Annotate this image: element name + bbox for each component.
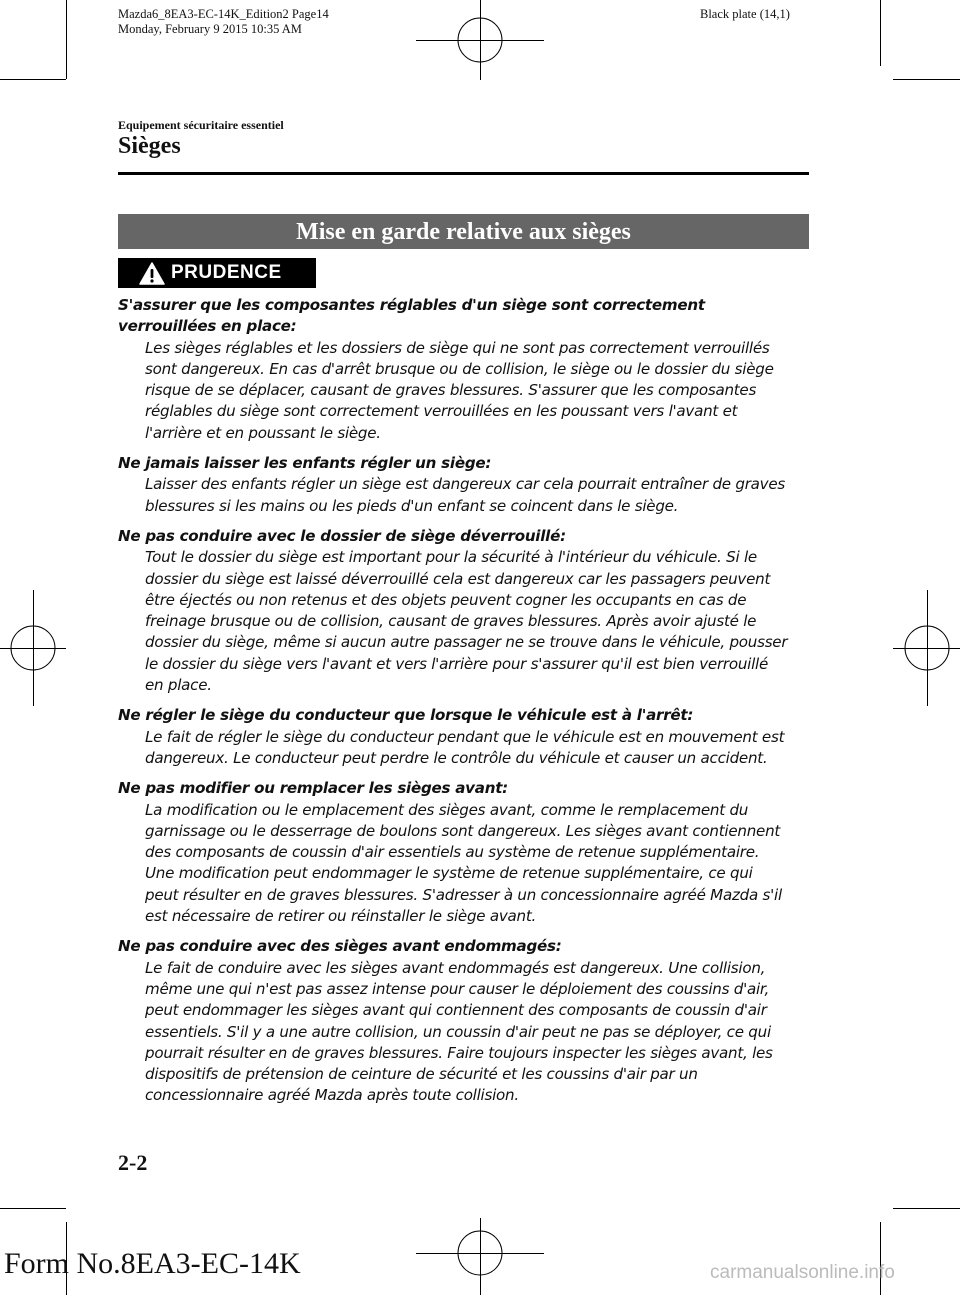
header-rule	[118, 172, 809, 175]
caution-heading: Ne pas conduire avec le dossier de siège déverrouillé:	[118, 526, 566, 545]
caution-item	[118, 453, 790, 517]
caution-heading: Ne pas modifier ou remplacer les sièges avant:	[118, 779, 508, 798]
caution-heading: Ne jamais laisser les enfants régler un siège:	[118, 454, 492, 473]
topic-banner: Mise en garde relative aux sièges	[118, 214, 809, 249]
chapter-title: Sièges	[118, 133, 181, 159]
caution-heading: S'assurer que les composantes réglables d'un siège sont correctement verrouillées en place:	[118, 296, 705, 336]
caution-body: La modification ou le emplacement des sièges avant, comme le remplacement du garnissage ou le desserrage de boulons sont dangereux. Les sièges avant contiennent des composants de coussin d'air essentiels au système de retenue supplémentaire. Une modification peut endommager le système de retenue supplémentaire, ce qui peut résulter en de graves blessures. S'adresser à un concessionnaire agréé Mazda s'il est nécessaire de retirer ou réinstaller le siège avant.	[145, 800, 782, 926]
caution-item	[118, 295, 790, 444]
page-number: 2-2	[118, 1150, 148, 1175]
caution-body: Le fait de conduire avec les sièges avant endommagés est dangereux. Une collision, même une qui n'est pas assez intense pour causer le déploiement des coussins d'air, peut endommager les sièges avant qui contiennent des composants de coussin d'air essentiels. S'il y a une autre collision, un coussin d'air peut ne pas se déployer, ce qui pourrait résulter en de graves blessures. Faire toujours inspecter les sièges avant, les dispositifs de prétension de ceinture de sécurité et les coussins d'air par un concessionnaire agréé Mazda après toute collision.	[145, 958, 773, 1105]
caution-content	[118, 295, 790, 1116]
caution-body: Les sièges réglables et les dossiers de siège qui ne sont pas correctement verrouillés sont dangereux. En cas d'arrêt brusque ou de collision, le siège ou le dossier du siège risque de se déplacer, causant de graves blessures. S'assurer que les composantes réglables du siège sont correctement verrouillées en les poussant vers l'avant et l'arrière et en poussant le siège.	[145, 338, 774, 442]
caution-item	[118, 526, 790, 696]
print-date: Monday, February 9 2015 10:35 AM	[118, 22, 302, 36]
caution-badge	[118, 258, 316, 288]
section-title: Equipement sécuritaire essentiel	[118, 118, 284, 132]
caution-label: PRUDENCE	[171, 262, 282, 283]
caution-body: Laisser des enfants régler un siège est dangereux car cela pourrait entraîner de graves blessures si les mains ou les pieds d'un enfant se coincent dans le siège.	[145, 475, 786, 515]
caution-heading: Ne pas conduire avec des sièges avant endommagés:	[118, 937, 562, 956]
print-file: Mazda6_8EA3-EC-14K_Edition2 Page14	[118, 7, 329, 21]
form-number: Form No.8EA3-EC-14K	[4, 1247, 301, 1280]
warning-triangle-icon	[139, 262, 165, 285]
caution-item	[118, 778, 790, 927]
caution-item	[118, 705, 790, 769]
caution-body: Le fait de régler le siège du conducteur pendant que le véhicule est en mouvement est dangereux. Le conducteur peut perdre le contrôle du véhicule et causer un accident.	[145, 727, 785, 767]
plate-label: Black plate (14,1)	[700, 7, 790, 21]
caution-heading: Ne régler le siège du conducteur que lorsque le véhicule est à l'arrêt:	[118, 706, 694, 725]
caution-item	[118, 936, 790, 1106]
watermark: carmanualsonline.info	[710, 1262, 895, 1283]
caution-body: Tout le dossier du siège est important pour la sécurité à l'intérieur du véhicule. Si le dossier du siège est laissé déverrouillé cela est dangereux car les passagers peuvent être éjectés ou non retenus et des objets peuvent cogner les occupants en cas de freinage brusque ou de collision, causant de graves blessures. Après avoir ajusté le dossier du siège, même si aucun autre passager ne se trouve dans le véhicule, pousser le dossier du siège vers l'avant et vers l'arrière pour s'assurer qu'il est bien verrouillé en place.	[145, 548, 788, 695]
